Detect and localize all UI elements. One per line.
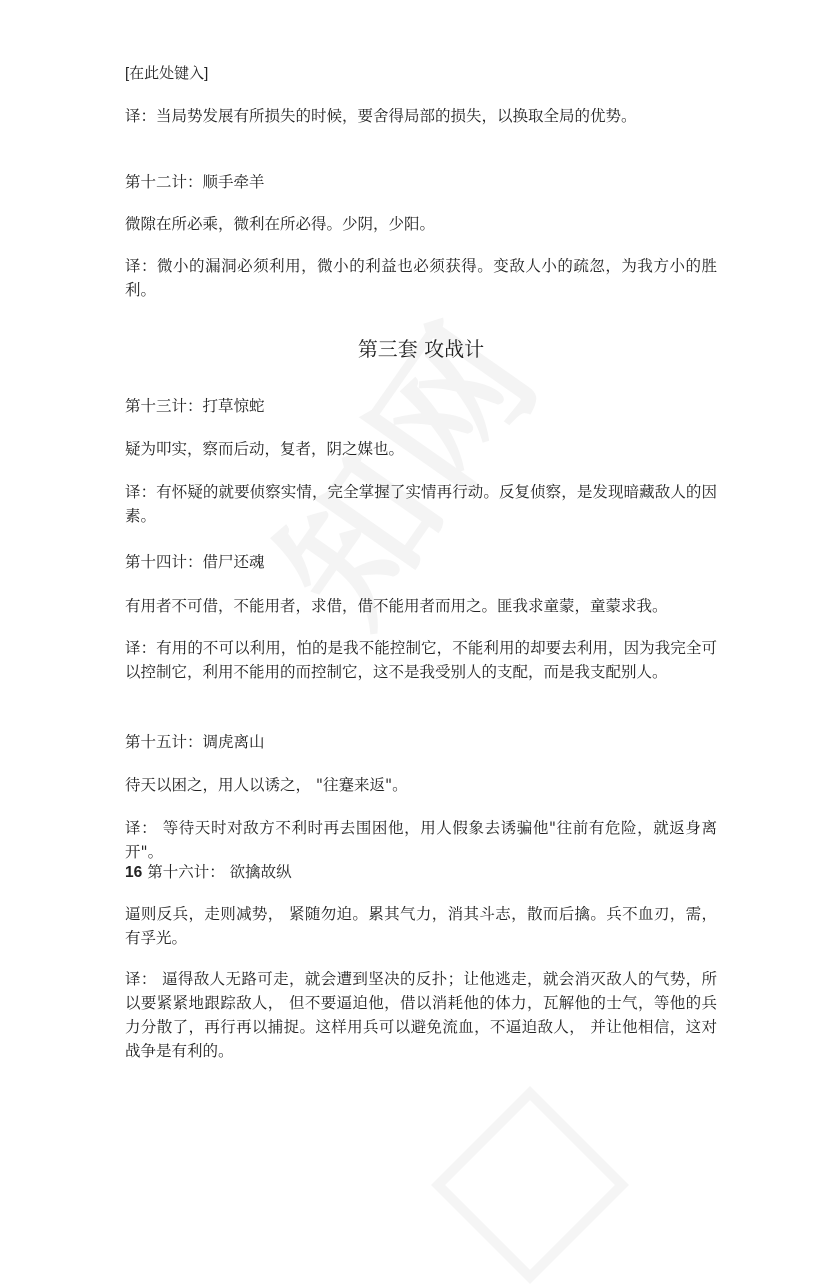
stratagem-13-translation: 译：有怀疑的就要侦察实情，完全掌握了实情再行动。反复侦察，是发现暗藏敌人的因素。 — [125, 483, 717, 525]
stratagem-13-title: 第十三计：打草惊蛇 — [125, 397, 265, 415]
section-title: 第三套 攻战计 — [357, 337, 485, 361]
stratagem-14-text: 有用者不可借，不能用者，求借，借不能用者而用之。匪我求童蒙，童蒙求我。 — [125, 597, 668, 615]
stratagem-16-title-line — [125, 860, 717, 885]
stratagem-12-text: 微隙在所必乘，微利在所必得。少阴，少阳。 — [125, 215, 436, 233]
stratagem-12-translation: 译：微小的漏洞必须利用，微小的利益也必须获得。变敌人小的疏忽，为我方小的胜利。 — [125, 257, 717, 299]
stratagem-16-text: 逼则反兵，走则减势， 紧随勿迫。累其气力，消其斗志，散而后擒。兵不血刃，需，有孚光。 — [125, 905, 717, 947]
stratagem-14-title: 第十四计：借尸还魂 — [125, 553, 265, 571]
stratagem-15-text: 待天以困之，用人以诱之， "往蹇来返"。 — [125, 776, 408, 794]
stratagem-14-translation: 译：有用的不可以利用，怕的是我不能控制它，不能利用的却要去利用，因为我完全可以控制它，利用不能用的而控制它，这不是我受别人的支配，而是我支配别人。 — [125, 639, 717, 681]
stratagem-13-text: 疑为叩实，察而后动，复者，阴之媒也。 — [125, 440, 405, 458]
stratagem-16-title: 第十六计： 欲擒故纵 — [147, 863, 292, 881]
header-placeholder[interactable]: [在此处键入] — [125, 65, 209, 82]
stratagem-16-number: 16 — [125, 864, 143, 881]
stratagem-15-title: 第十五计：调虎离山 — [125, 733, 265, 751]
stratagem-15-translation: 译： 等待天时对敌方不利时再去围困他，用人假象去诱骗他"往前有危险，就返身离开"。 — [125, 819, 717, 861]
intro-translation: 译：当局势发展有所损失的时候，要舍得局部的损失，以换取全局的优势。 — [125, 107, 637, 125]
stratagem-16-translation: 译： 逼得敌人无路可走，就会遭到坚决的反扑；让他逃走，就会消灭敌人的气势，所以要紧紧地跟踪敌人， 但不要逼迫他，借以消耗他的体力，瓦解他的士气，等他的兵力分散了，再行再以捕捉。这样用兵可以避免流血，不逼迫敌人， 并让他相信，这对战争是有利的。 — [125, 970, 717, 1060]
watermark-logo-shape — [431, 1086, 629, 1284]
stratagem-12-title: 第十二计：顺手牵羊 — [125, 173, 265, 191]
